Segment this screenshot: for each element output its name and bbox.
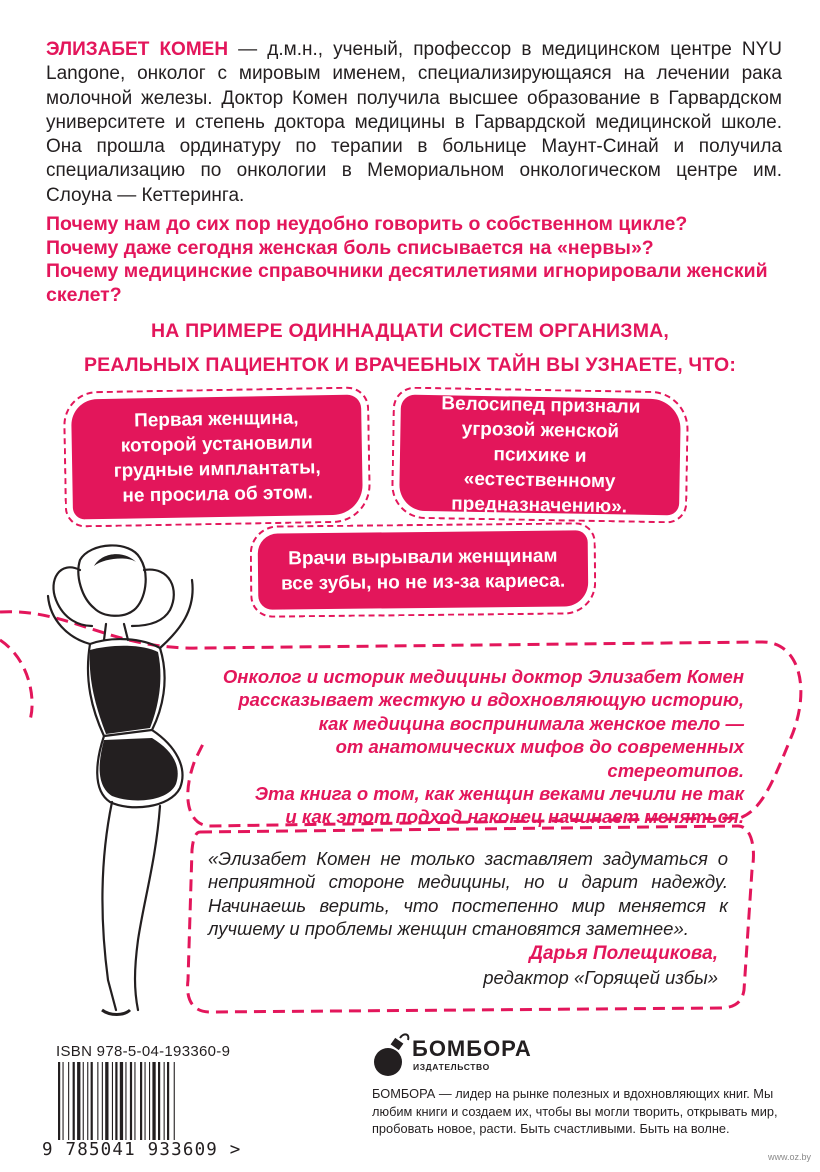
barcode-bar: [83, 1062, 84, 1140]
barcode-bar: [68, 1062, 69, 1140]
isbn: ISBN 978-5-04-193360-9: [56, 1043, 231, 1060]
barcode-bar: [167, 1062, 169, 1140]
headline-line-1: НА ПРИМЕРЕ ОДИННАДЦАТИ СИСТЕМ ОРГАНИЗМА,: [150, 320, 670, 342]
barcode-bar: [87, 1062, 88, 1140]
fact-bubble-bicycle-text: Велосипед признали угрозой женской психике и «естественному предназначению».: [441, 392, 641, 518]
question-2: Почему даже сегодня женская боль списывается на «нервы»?: [46, 236, 654, 259]
question-3: Почему медицинские справочники десятилетиями игнорировали женский скелет?: [46, 260, 768, 306]
description-line-6: и как этот подход наконец начинает меняться.: [285, 806, 744, 828]
barcode-digits: 9 785041 933609 >: [42, 1140, 242, 1160]
barcode-bar: [120, 1062, 123, 1140]
barcode-bar: [158, 1062, 160, 1140]
barcode-bar: [102, 1062, 103, 1140]
publisher-logo-name: БОМБОРА: [412, 1036, 532, 1061]
fact-bubble-teeth-text: Врачи вырывали женщинам все зубы, но не из-за кариеса.: [280, 545, 566, 595]
book-description: [200, 665, 744, 829]
barcode-bar: [105, 1062, 108, 1140]
barcode-bar: [164, 1062, 165, 1140]
fact-bubble-implants-text: Первая женщина, которой установили грудные имплантаты, не просила об этом.: [113, 407, 321, 507]
publisher-text: БОМБОРА — лидер на рынке полезных и вдохновляющих книг. Мы любим книги и создаем их, чтобы вы могли творить, открывать мир, пробовать новое, расти. Быть счастливыми. Быть на волне.: [372, 1086, 778, 1136]
review-author-role: редактор «Горящей избы»: [483, 967, 718, 988]
watermark: www.oz.by: [768, 1152, 812, 1162]
barcode-bar: [174, 1062, 175, 1140]
barcode-bar: [130, 1062, 132, 1140]
barcode-bar: [115, 1062, 117, 1140]
barcode-bar: [140, 1062, 142, 1140]
barcode-bar: [73, 1062, 75, 1140]
barcode-bar: [58, 1062, 60, 1140]
author-name: ЭЛИЗАБЕТ КОМЕН: [46, 39, 229, 60]
review-quote: «Элизабет Комен не только заставляет задуматься о неприятной стороне медицины, но и дарит надежду. Начинаешь верить, что постепенно мир меняется к лучшему и проблемы женщин становятся заметнее».: [208, 848, 728, 940]
description-line-3: как медицина воспринимала женское тело —: [318, 712, 744, 734]
barcode-bar: [125, 1062, 126, 1140]
barcode-bar: [134, 1062, 135, 1140]
description-line-1: Онколог и историк медицины доктор Элизабет Комен: [222, 666, 744, 687]
author-bio-text: — д.м.н., ученый, профессор в медицинском центре NYU Langone, онколог с мировым именем, специализирующаяся на лечении рака молочной железы. Доктор Комен получила высшее образование в Гарвардском университете и степень доктора медицины в Гарвардской медицинской школе. Она прошла ординатуру по терапии в больнице Маунт-Синай и получила специализацию по онкологии в Мемориальном онкологическом центре им. Слоуна — Кеттеринга.: [46, 39, 783, 206]
barcode-bar: [149, 1062, 150, 1140]
barcode-bar: [145, 1062, 146, 1140]
barcode-graphic: [56, 1062, 206, 1142]
barcode-bar: [152, 1062, 155, 1140]
question-1: Почему нам до сих пор неудобно говорить о собственном цикле?: [46, 213, 688, 235]
barcode-bar: [91, 1062, 93, 1140]
headline-line-2: РЕАЛЬНЫХ ПАЦИЕНТОК И ВРАЧЕБНЫХ ТАЙН ВЫ УЗНАЕТЕ, ЧТО:: [83, 354, 737, 376]
publisher-logo-sub: ИЗДАТЕЛЬСТВО: [413, 1062, 490, 1072]
barcode-bar: [77, 1062, 80, 1140]
barcode-bar: [63, 1062, 64, 1140]
barcode-bar: [112, 1062, 113, 1140]
description-line-2: рассказывает жесткую и вдохновляющую историю,: [238, 689, 744, 711]
review-author: Дарья Полещикова,: [529, 943, 718, 964]
description-line-5: Эта книга о том, как женщин веками лечили не так: [254, 783, 744, 805]
pinup-figure-illustration: [20, 540, 210, 1020]
barcode-bar: [97, 1062, 98, 1140]
description-line-4: от анатомических мифов до современных стереотипов.: [335, 736, 744, 781]
